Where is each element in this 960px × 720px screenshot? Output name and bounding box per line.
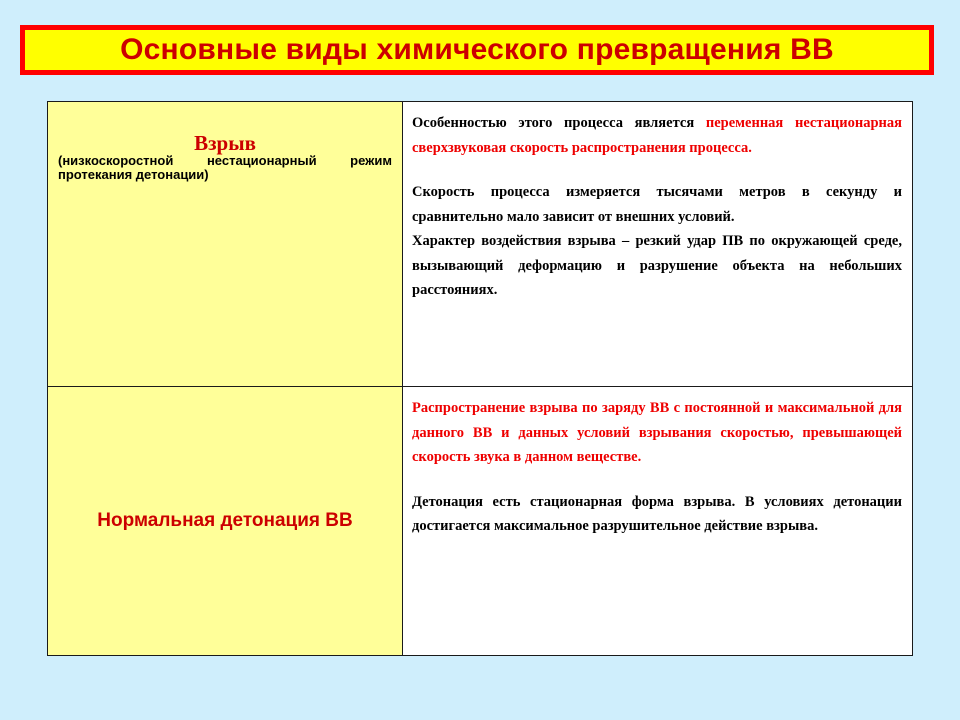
explosion-title: Взрыв (194, 131, 256, 155)
table-row-explosion (48, 102, 913, 387)
detonation-label-cell (48, 387, 403, 656)
title-banner (25, 30, 929, 70)
explosion-paragraph-1-highlight: переменная нестационарная сверхзвуковая скорость распространения процесса. (412, 115, 902, 156)
table-row-detonation (48, 387, 913, 656)
comparison-table (47, 101, 913, 656)
detonation-paragraph-1: Распространение взрыва по заряду ВВ с постоянной и максимальной для данного ВВ и данных условий взрывания скоростью, превышающей скорость звука в данном веществе. (412, 400, 902, 465)
explosion-description-cell (403, 102, 913, 387)
explosion-paragraph-1-text: Особенностью этого процесса является (412, 115, 706, 131)
explosion-paragraph-2: Скорость процесса измеряется тысячами метров в секунду и сравнительно мало зависит от внешних условий. (412, 184, 902, 225)
detonation-description-cell (403, 387, 913, 656)
title-frame (20, 25, 934, 75)
detonation-title: Нормальная детонация ВВ (97, 510, 353, 531)
explosion-subtitle: (низкоскоростной нестационарный режим протекания детонации) (58, 153, 392, 182)
explosion-paragraph-3: Характер воздействия взрыва – резкий удар ПВ по окружающей среде, вызывающий деформацию и разрушение объекта на небольших расстояниях. (412, 233, 902, 298)
explosion-paragraph-1 (412, 111, 902, 160)
explosion-label-cell (48, 102, 403, 387)
slide-title: Основные виды химического превращения ВВ (120, 33, 834, 66)
detonation-paragraph-2: Детонация есть стационарная форма взрыва. В условиях детонации достигается максимальное разрушительное действие взрыва. (412, 493, 902, 534)
